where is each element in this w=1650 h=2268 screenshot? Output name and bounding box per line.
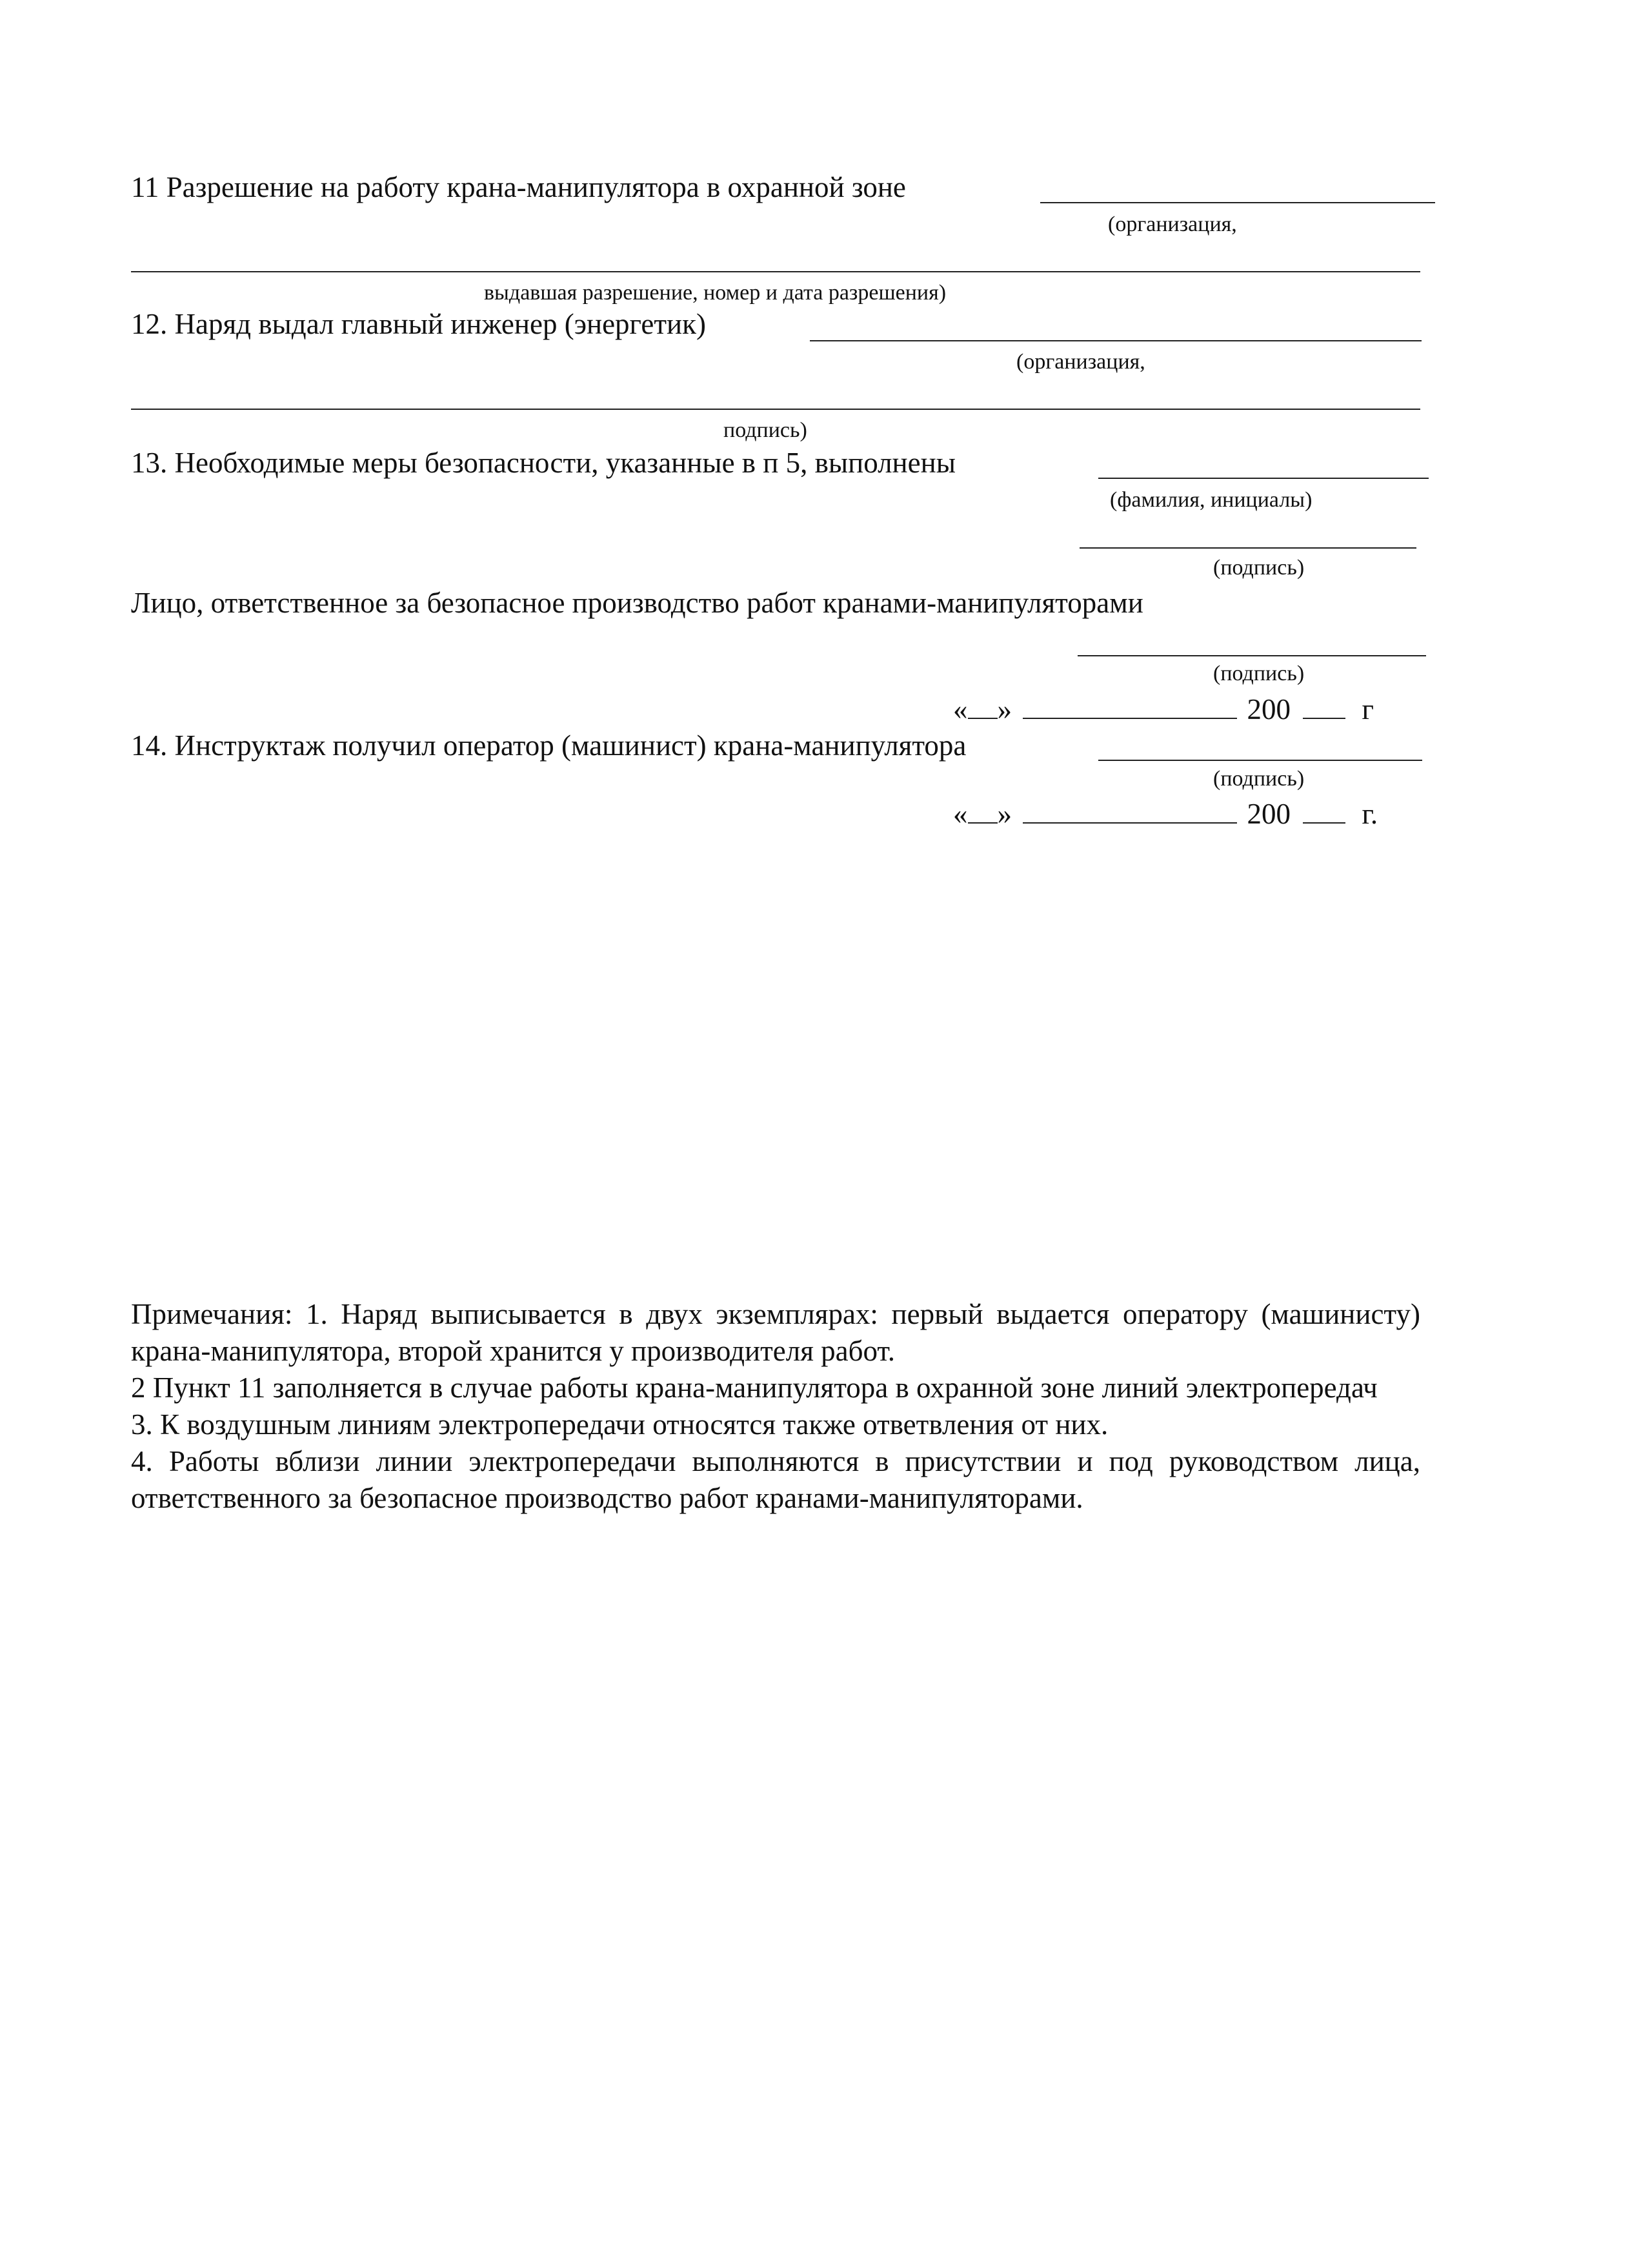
item13-sign-line[interactable] bbox=[1080, 547, 1416, 549]
responsible-date bbox=[953, 695, 1374, 724]
date-year-prefix: 200 bbox=[1247, 798, 1291, 830]
item11-label: 11 Разрешение на работу крана-манипулятора в охранной зоне bbox=[131, 171, 906, 203]
date-open-quote: « bbox=[953, 798, 968, 830]
item13-label: 13. Необходимые меры безопасности, указанные в п 5, выполнены bbox=[131, 447, 956, 479]
item12-caption-bottom: подпись) bbox=[723, 418, 807, 442]
date-year-suffix: г bbox=[1362, 693, 1374, 725]
note-3: 3. К воздушным линиям электропередачи относятся также ответвления от них. bbox=[131, 1408, 1109, 1441]
item14-date bbox=[953, 800, 1378, 829]
item12-field-line[interactable] bbox=[810, 340, 1422, 341]
item12-label: 12. Наряд выдал главный инженер (энергетик) bbox=[131, 308, 706, 340]
date-year-field[interactable] bbox=[1303, 822, 1345, 824]
item11-caption-bottom: выдавшая разрешение, номер и дата разрешения) bbox=[484, 281, 947, 305]
date-day-field[interactable] bbox=[968, 822, 998, 824]
item13-name-line[interactable] bbox=[1098, 478, 1429, 479]
item14-sign-line[interactable] bbox=[1098, 760, 1422, 761]
date-month-field[interactable] bbox=[1023, 822, 1237, 824]
date-close-quote: » bbox=[997, 798, 1012, 830]
item12-caption-top: (организация, bbox=[1016, 350, 1145, 374]
date-day-field[interactable] bbox=[968, 717, 998, 719]
notes-block bbox=[131, 1296, 1420, 1517]
item11-caption-top: (организация, bbox=[1108, 212, 1237, 236]
date-close-quote: » bbox=[997, 693, 1012, 725]
item12-field-line-2[interactable] bbox=[131, 409, 1420, 410]
date-year-suffix: г. bbox=[1362, 798, 1378, 830]
item14-caption-sign: (подпись) bbox=[1213, 767, 1305, 791]
note-2: 2 Пункт 11 заполняется в случае работы крана-манипулятора в охранной зоне линий электропередач bbox=[131, 1372, 1378, 1404]
item14-label: 14. Инструктаж получил оператор (машинист) крана-манипулятора bbox=[131, 729, 967, 762]
note-1: Примечания: 1. Наряд выписывается в двух экземплярах: первый выдается оператору (машинисту) крана-манипулятора, второй хранится у производителя работ. bbox=[131, 1298, 1420, 1367]
responsible-caption-sign: (подпись) bbox=[1213, 662, 1305, 685]
item13-caption-sign: (подпись) bbox=[1213, 556, 1305, 580]
date-month-field[interactable] bbox=[1023, 717, 1237, 719]
date-year-prefix: 200 bbox=[1247, 693, 1291, 725]
item11-field-line[interactable] bbox=[1040, 202, 1435, 203]
item13-caption-name: (фамилия, инициалы) bbox=[1110, 488, 1313, 512]
date-year-field[interactable] bbox=[1303, 717, 1345, 719]
responsible-label: Лицо, ответственное за безопасное производство работ кранами-манипуляторами bbox=[131, 587, 1143, 619]
item11-field-line-2[interactable] bbox=[131, 271, 1420, 272]
date-open-quote: « bbox=[953, 693, 968, 725]
note-4: 4. Работы вблизи линии электропередачи выполняются в присутствии и под руководством лица, ответственного за безопасное производство работ кранами-манипуляторами. bbox=[131, 1445, 1420, 1514]
responsible-sign-line[interactable] bbox=[1078, 655, 1426, 656]
